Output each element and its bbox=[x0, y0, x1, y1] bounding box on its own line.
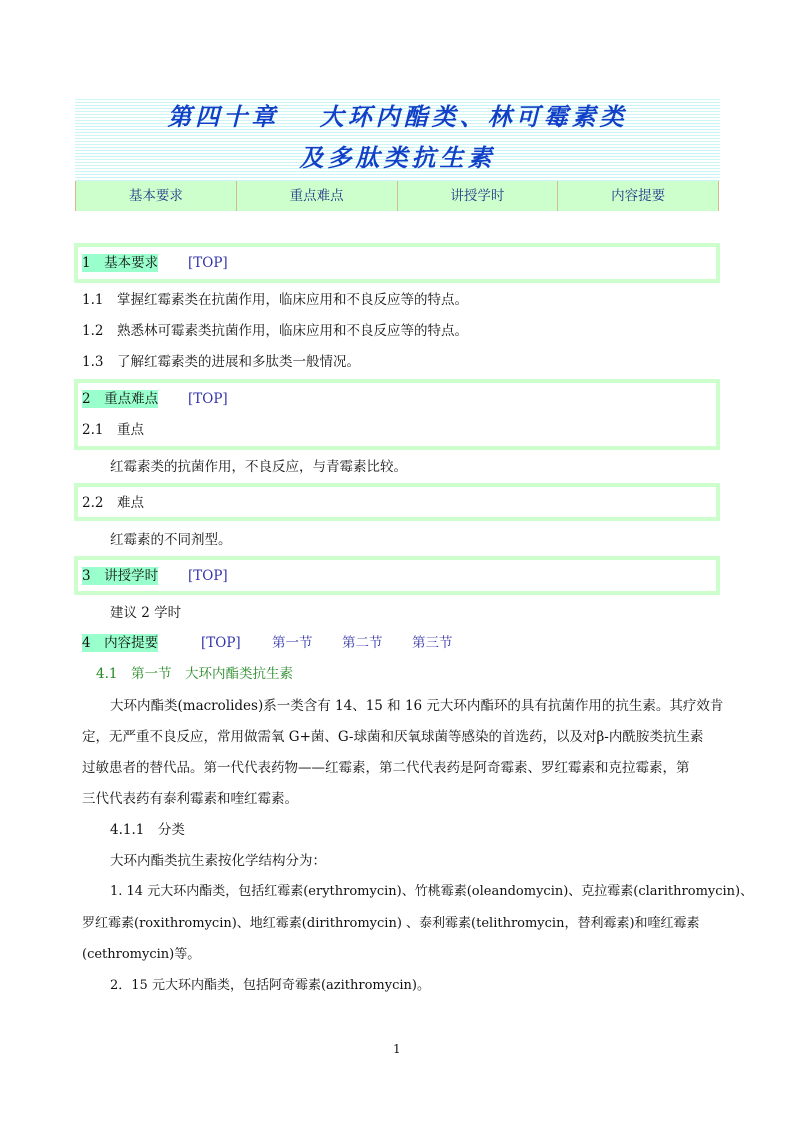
link-section-2[interactable]: 第二节 bbox=[342, 635, 383, 651]
paragraph-line: 罗红霉素(roxithromycin)、地红霉素(dirithromycin) 、泰利霉素(telithromycin，替利霉素)和喹红霉素 bbox=[82, 916, 700, 931]
section-2-heading: 2 重点难点 bbox=[82, 391, 159, 407]
section-1-box bbox=[74, 243, 720, 283]
section-1-heading: 1 基本要求 bbox=[82, 255, 159, 271]
top-link[interactable]: [TOP] bbox=[188, 255, 228, 271]
nav-teaching-hours[interactable]: 讲授学时 bbox=[398, 181, 559, 211]
chapter-title-line2: 及多肽类抗生素 bbox=[299, 144, 496, 172]
nav-table bbox=[75, 181, 719, 211]
paragraph-line: 定，无严重不良反应，常用做需氧 G+菌、G-球菌和厌氧球菌等感染的首选药，以及对β-内酰胺类抗生素 bbox=[82, 729, 704, 745]
paragraph: 红霉素的不同剂型。 bbox=[110, 532, 232, 548]
link-section-1[interactable]: 第一节 bbox=[272, 635, 313, 651]
subheading: 2.2 难点 bbox=[82, 495, 144, 511]
nav-content-summary[interactable]: 内容提要 bbox=[558, 181, 719, 211]
paragraph: 红霉素类的抗菌作用，不良反应，与青霉素比较。 bbox=[110, 459, 407, 475]
paragraph: 建议 2 学时 bbox=[110, 605, 182, 621]
nav-key-points[interactable]: 重点难点 bbox=[237, 181, 398, 211]
paragraph-line: 2．15 元大环内酯类，包括阿奇霉素(azithromycin)。 bbox=[110, 978, 430, 993]
section-2-box bbox=[74, 379, 720, 450]
top-link[interactable]: [TOP] bbox=[188, 391, 228, 407]
page-number: 1 bbox=[393, 1042, 401, 1056]
list-item: 1.2 熟悉林可霉素类抗菌作用，临床应用和不良反应等的特点。 bbox=[82, 323, 468, 339]
subheading: 2.1 重点 bbox=[82, 422, 144, 438]
list-item: 1.1 掌握红霉素类在抗菌作用，临床应用和不良反应等的特点。 bbox=[82, 292, 468, 308]
paragraph-line: 大环内酯类(macrolides)系一类含有 14、15 和 16 元大环内酯环的具有抗菌作用的抗生素。其疗效肯 bbox=[110, 698, 724, 714]
subheading: 4.1.1 分类 bbox=[110, 822, 185, 838]
section-3-heading: 3 讲授学时 bbox=[82, 568, 159, 584]
paragraph-line: 1. 14 元大环内酯类，包括红霉素(erythromycin)、竹桃霉素(oleandomycin)、克拉霉素(clarithromycin)、 bbox=[110, 884, 754, 899]
nav-basic-requirements[interactable]: 基本要求 bbox=[76, 181, 237, 211]
link-section-3[interactable]: 第三节 bbox=[412, 635, 453, 651]
section-2-2-box bbox=[74, 483, 720, 521]
top-link[interactable]: [TOP] bbox=[201, 635, 241, 651]
paragraph: 大环内酯类抗生素按化学结构分为： bbox=[110, 853, 326, 869]
list-item: 1.3 了解红霉素类的进展和多肽类一般情况。 bbox=[82, 354, 360, 370]
section-3-box bbox=[74, 556, 720, 595]
paragraph-line: 过敏患者的替代品。第一代代表药物——红霉素，第二代代表药是阿奇霉素、罗红霉素和克拉霉素，第 bbox=[82, 760, 690, 776]
chapter-title-line1: 第四十章 大环内酯类、林可霉素类 bbox=[167, 103, 628, 131]
paragraph-line: 三代代表药有泰利霉素和喹红霉素。 bbox=[82, 791, 298, 807]
subheading: 4.1 第一节 大环内酯类抗生素 bbox=[96, 666, 293, 682]
section-4-heading: 4 内容提要 bbox=[82, 635, 159, 651]
paragraph-line: (cethromycin)等。 bbox=[82, 947, 201, 962]
top-link[interactable]: [TOP] bbox=[188, 568, 228, 584]
